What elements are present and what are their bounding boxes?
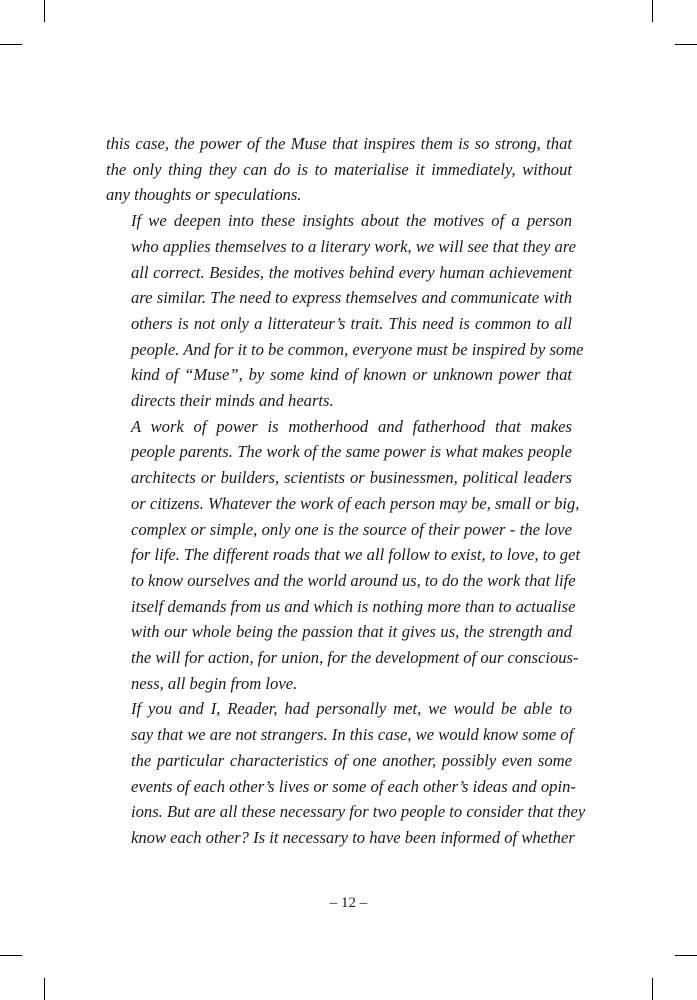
crop-mark-bottom-right-h bbox=[675, 955, 697, 956]
text-line: ions. But are all these necessary for two people to consider that they bbox=[131, 802, 586, 822]
crop-mark-top-right-h bbox=[675, 44, 697, 45]
text-line: If you and I, Reader, had personally met, we would be able to bbox=[131, 699, 572, 719]
text-line: know each other? Is it necessary to have been informed of whether bbox=[131, 827, 575, 847]
text-line: If we deepen into these insights about the motives of a person bbox=[131, 211, 572, 231]
text-line: people. And for it to be common, everyone must be inspired by some bbox=[131, 339, 584, 359]
page-number: – 12 – bbox=[329, 895, 368, 911]
paragraph bbox=[106, 696, 586, 850]
text-line: itself demands from us and which is nothing more than to actualise bbox=[131, 596, 576, 616]
paragraph bbox=[106, 414, 581, 697]
text-line: any thoughts or speculations. bbox=[106, 185, 302, 205]
crop-mark-bottom-right bbox=[652, 978, 653, 1000]
text-line: or citizens. Whatever the work of each person may be, small or big, bbox=[131, 493, 580, 513]
text-line: ness, all begin from love. bbox=[131, 673, 298, 693]
text-line: people parents. The work of the same power is what makes people bbox=[131, 442, 572, 462]
paragraph bbox=[106, 131, 572, 208]
crop-mark-top-right bbox=[652, 0, 653, 22]
text-line: the particular characteristics of one another, possibly even some bbox=[131, 750, 572, 770]
text-line: complex or simple, only one is the source of their power - the love bbox=[131, 519, 572, 539]
body-text bbox=[106, 131, 586, 851]
text-line: for life. The different roads that we all follow to exist, to love, to get bbox=[131, 545, 581, 565]
crop-mark-top-left bbox=[44, 0, 45, 22]
text-line: all correct. Besides, the motives behind every human achievement bbox=[131, 262, 572, 282]
text-line: this case, the power of the Muse that inspires them is so strong, that bbox=[106, 134, 572, 153]
text-line: A work of power is motherhood and fatherhood that makes bbox=[131, 416, 572, 436]
text-line: to know ourselves and the world around us, to do the work that life bbox=[131, 570, 576, 590]
text-line: the will for action, for union, for the development of our conscious- bbox=[131, 648, 579, 668]
text-line: say that we are not strangers. In this case, we would know some of bbox=[131, 725, 574, 745]
text-line: with our whole being the passion that it gives us, the strength and bbox=[131, 622, 572, 642]
text-line: kind of “Muse”, by some kind of known or unknown power that bbox=[131, 365, 572, 385]
paragraph bbox=[106, 208, 584, 414]
text-line: are similar. The need to express themselves and communicate with bbox=[131, 288, 572, 308]
crop-mark-bottom-left bbox=[44, 978, 45, 1000]
text-line: directs their minds and hearts. bbox=[131, 391, 334, 411]
text-line: the only thing they can do is to materialise it immediately, without bbox=[106, 159, 572, 179]
crop-mark-top-left-h bbox=[0, 44, 22, 45]
crop-mark-bottom-left-h bbox=[0, 955, 22, 956]
text-line: who applies themselves to a literary work, we will see that they are bbox=[131, 236, 577, 256]
text-line: architects or builders, scientists or businessmen, political leaders bbox=[131, 468, 572, 488]
text-line: events of each other’s lives or some of each other’s ideas and opin- bbox=[131, 776, 576, 796]
text-line: others is not only a litterateur’s trait. This need is common to all bbox=[131, 313, 572, 333]
